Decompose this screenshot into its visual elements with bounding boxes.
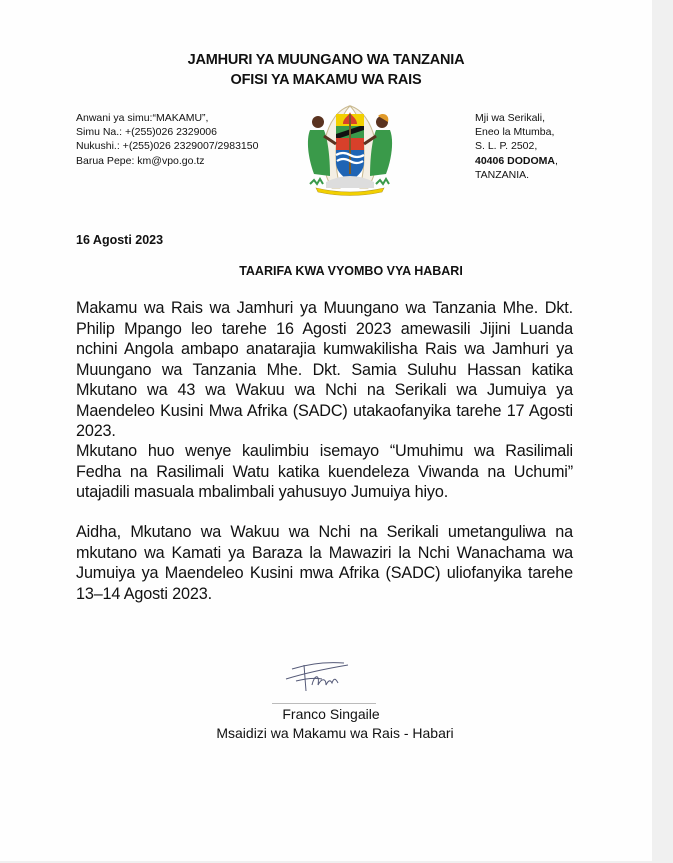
address-line-2: Eneo la Mtumba, — [475, 126, 555, 139]
signature-line — [272, 703, 376, 704]
address-city: 40406 DODOMA — [475, 154, 555, 167]
address-line-3: S. L. P. 2502, — [475, 140, 538, 153]
handwritten-signature-icon — [282, 657, 352, 695]
letterhead-office: OFISI YA MAKAMU WA RAIS — [230, 72, 422, 88]
address-line-4 — [475, 154, 558, 168]
letterhead-country: JAMHURI YA MUUNGANO WA TANZANIA — [187, 52, 465, 68]
tanzania-coat-of-arms-icon — [296, 100, 404, 196]
body-paragraph-3: Aidha, Mkutano wa Wakuu wa Nchi na Serikali umetanguliwa na mkutano wa Kamati ya Baraza la Mawaziri la Nchi Wanachama wa Jumuiya ya Maendeleo Kusini mwa Afrika (SADC) uliofanyika tarehe 13–14 Agosti 2023. — [76, 523, 573, 603]
document-date: 16 Agosti 2023 — [76, 233, 164, 247]
address-line-1: Mji wa Serikali, — [475, 112, 546, 124]
body-paragraph-2: Mkutano huo wenye kaulimbiu isemayo “Umuhimu wa Rasilimali Fedha na Rasilimali Watu katika kuendeleza Viwanda na Uchumi” utajadili masuala mbalimbali yahusuyo Jumuiya hiyo. — [76, 442, 573, 501]
contact-phone: Simu Na.: +(255)026 2329006 — [76, 126, 217, 139]
contact-fax: Nukushi.: +(255)026 2329007/2983150 — [76, 140, 259, 153]
body-paragraph-1: Makamu wa Rais wa Jamhuri ya Muungano wa Tanzania Mhe. Dkt. Philip Mpango leo tarehe 16 Agosti 2023 amewasili Jijini Luanda nchini Angola ambapo anatarajia kumwakilisha Rais wa Jamhuri ya Muungano wa Tanzania Mhe. Dkt. Samia Suluhu Hassan katika Mkutano wa 43 wa Wakuu wa Nchi na Serikali wa Jumuiya ya Maendeleo Kusini Mwa Afrika (SADC) utakaofanyika tarehe 17 Agosti 2023. — [76, 299, 573, 440]
contact-left — [76, 111, 258, 168]
address-comma: , — [554, 154, 558, 167]
signatory-name: Franco Singaile — [282, 706, 380, 722]
signatory-title: Msaidizi wa Makamu wa Rais - Habari — [216, 725, 454, 741]
contact-telegraphic: Anwani ya simu:“MAKAMU”, — [76, 112, 209, 124]
contact-email: Barua Pepe: km@vpo.go.tz — [76, 154, 205, 167]
contact-right — [475, 111, 558, 182]
address-line-5: TANZANIA. — [475, 168, 530, 181]
document-subject: TAARIFA KWA VYOMBO VYA HABARI — [239, 264, 463, 278]
